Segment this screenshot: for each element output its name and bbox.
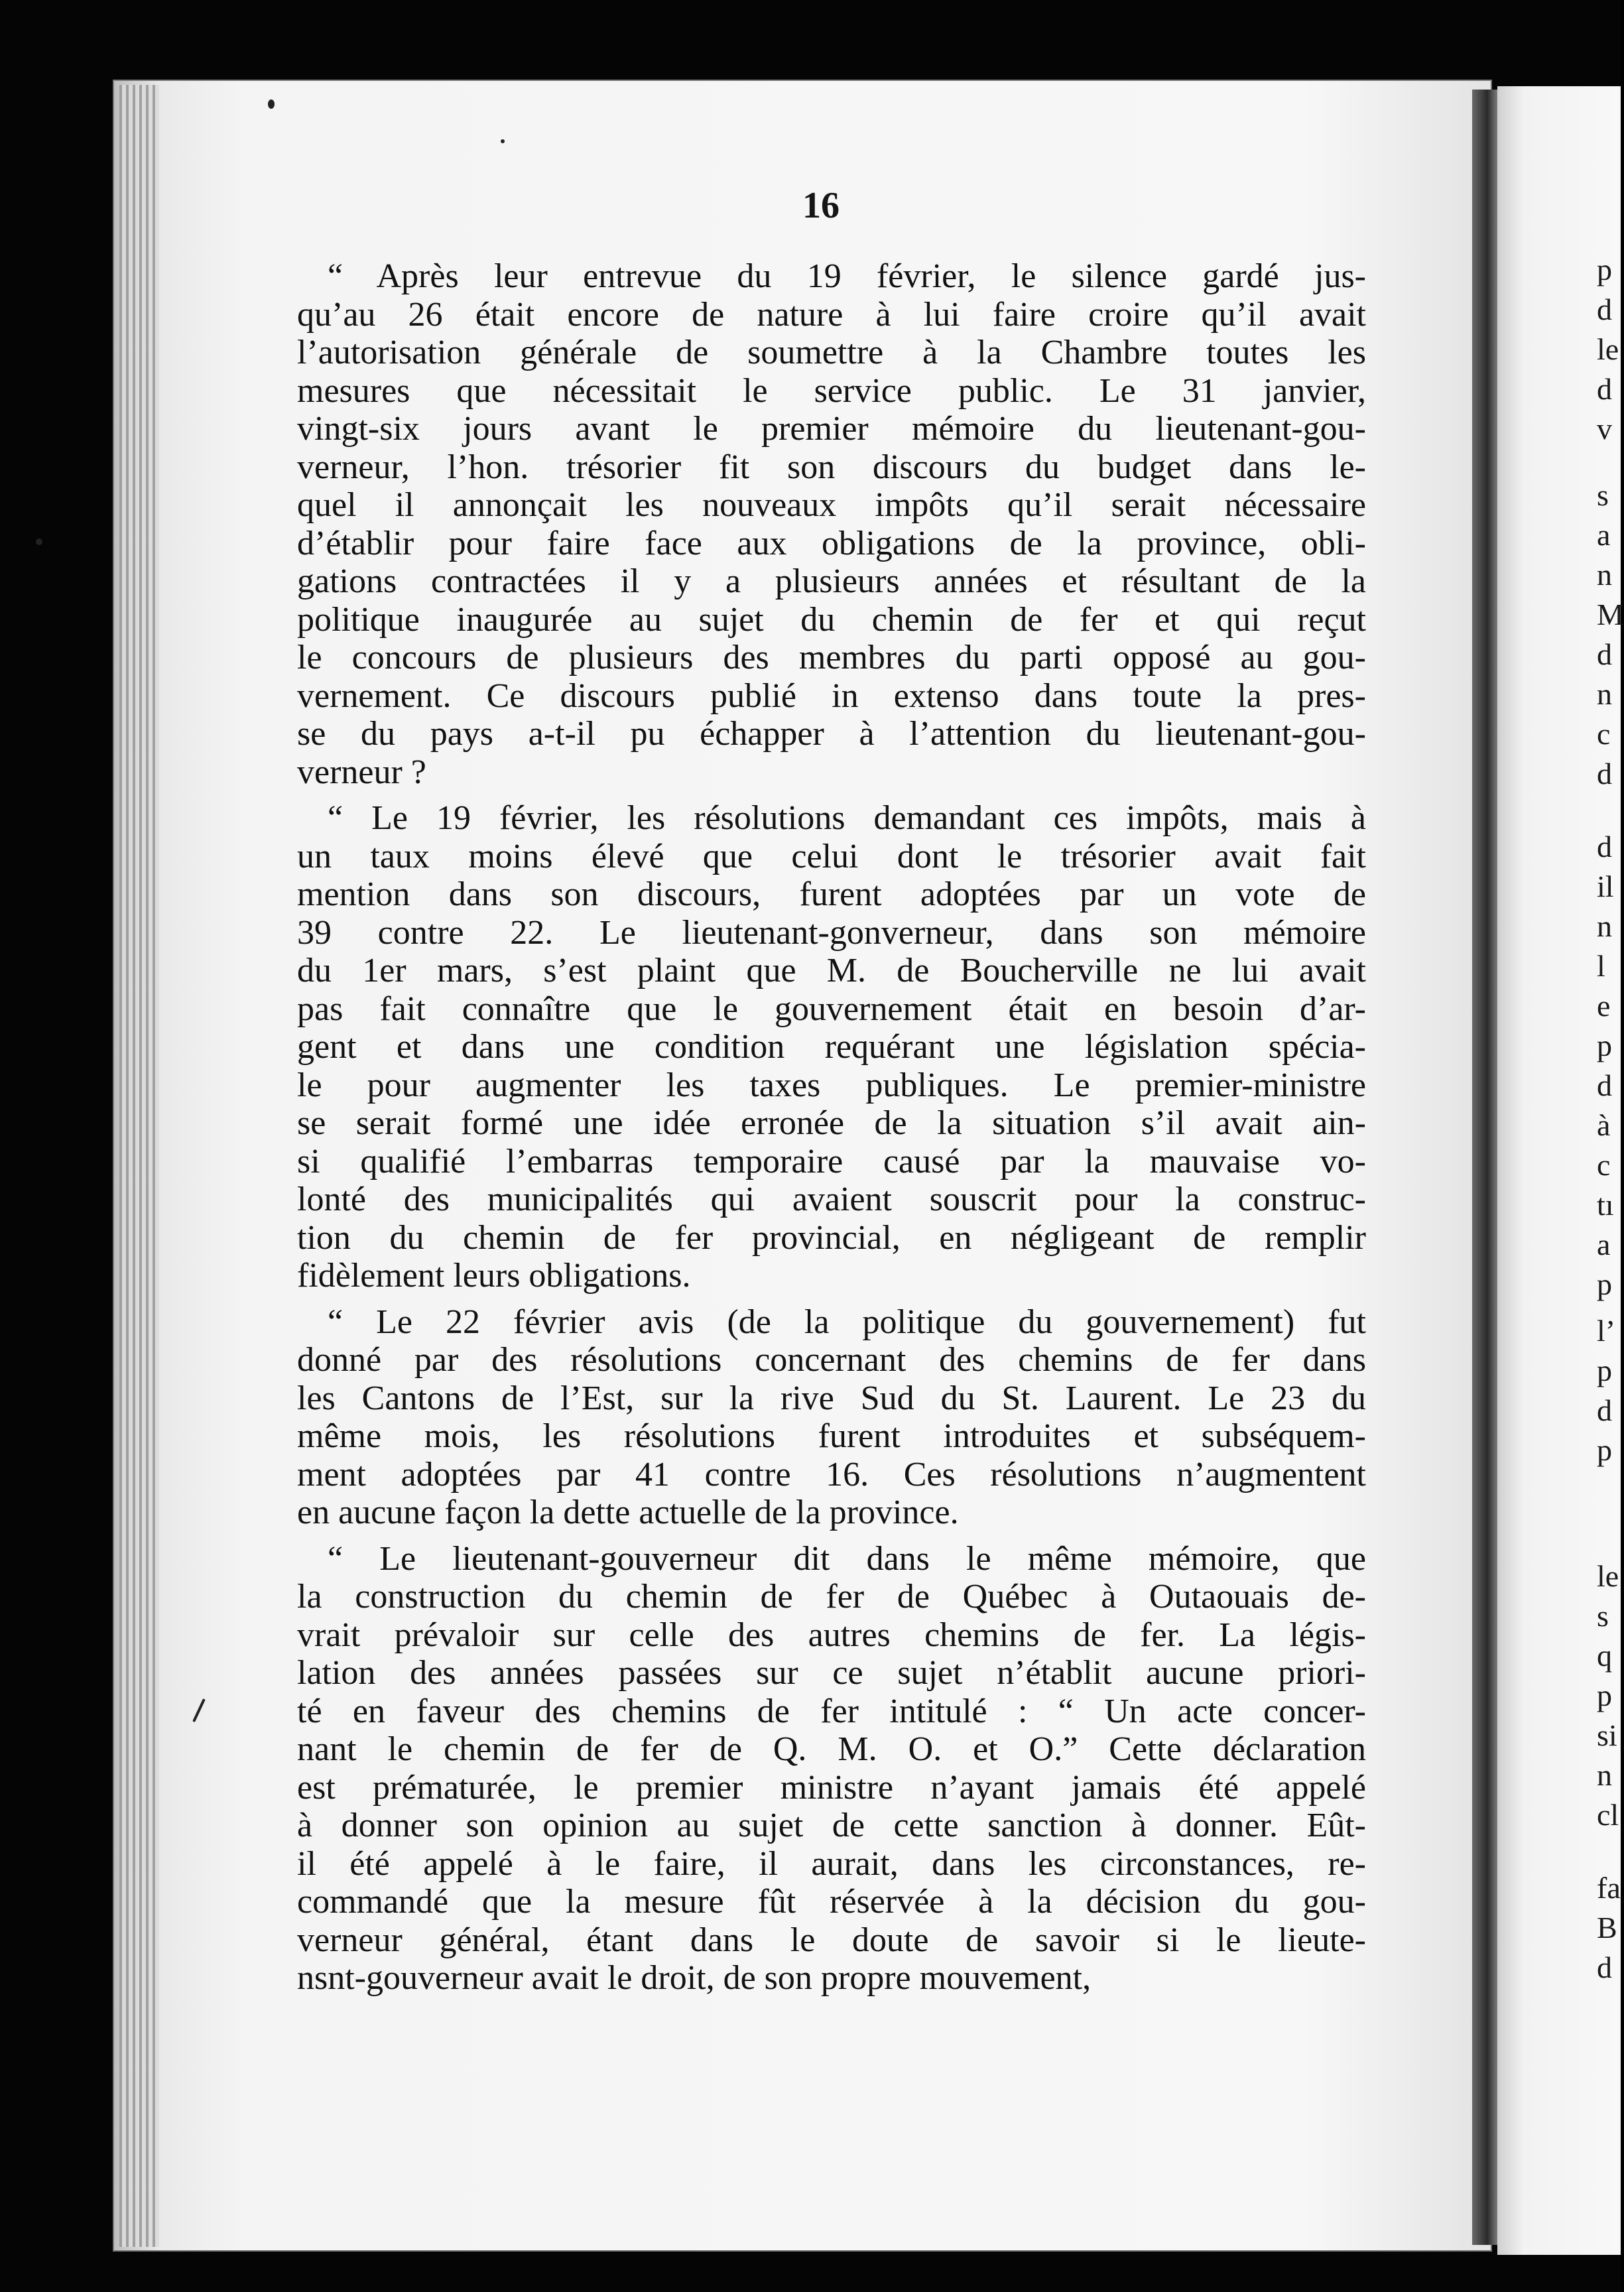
text-line: si qualifié l’embarras temporaire causé par la mauvaise vo-: [297, 1142, 1366, 1180]
text-line: commandé que la mesure fût réservée à la décision du gou-: [297, 1883, 1366, 1921]
adjacent-page-fragment: v: [1597, 412, 1612, 446]
text-line: “ Après leur entrevue du 19 février, le silence gardé jus-: [328, 257, 1366, 295]
text-line: vingt-six jours avant le premier mémoire du lieutenant-gou-: [297, 410, 1366, 448]
text-line: est prématurée, le premier ministre n’ayant jamais été appelé: [297, 1768, 1366, 1807]
text-line: verneur ?: [297, 753, 426, 791]
adjacent-page-fragment: le: [1597, 332, 1619, 366]
adjacent-page-fragment: e: [1597, 989, 1611, 1023]
adjacent-page-fragment: B: [1597, 1911, 1617, 1944]
text-line: donné par des résolutions concernant des chemins de fer dans: [297, 1341, 1366, 1379]
adjacent-page-fragment: p: [1597, 1679, 1612, 1712]
adjacent-page-fragment: M: [1597, 598, 1624, 631]
adjacent-page-fragment: d: [1597, 757, 1612, 791]
adjacent-page-fragment: si: [1597, 1718, 1617, 1752]
adjacent-page-fragment: p: [1597, 1267, 1612, 1301]
text-line: lonté des municipalités qui avaient souscrit pour la construc-: [297, 1180, 1366, 1218]
adjacent-page-fragment: p: [1597, 1354, 1612, 1387]
adjacent-page-fragment: d: [1597, 1393, 1612, 1427]
adjacent-page-fragment: il: [1597, 869, 1614, 903]
text-line: le pour augmenter les taxes publiques. Le premier-ministre: [297, 1066, 1366, 1104]
adjacent-page-fragment: le: [1597, 1559, 1619, 1593]
text-line: verneur, l’hon. trésorier fit son discours du budget dans le-: [297, 448, 1366, 486]
adjacent-page-fragment: d: [1597, 372, 1612, 406]
text-line: le concours de plusieurs des membres du parti opposé au gou-: [297, 639, 1366, 676]
adjacent-page-fragment: a: [1597, 518, 1611, 552]
text-line: d’établir pour faire face aux obligations de la province, obli-: [297, 524, 1366, 562]
text-line: un taux moins élevé que celui dont le trésorier avait fait: [297, 837, 1366, 875]
text-line: en aucune façon la dette actuelle de la province.: [297, 1494, 959, 1531]
adjacent-page-fragment: p: [1597, 1029, 1612, 1062]
text-line: mention dans son discours, furent adoptées par un vote de: [297, 875, 1366, 913]
text-line: pas fait connaître que le gouvernement était en besoin d’ar-: [297, 989, 1366, 1028]
text-line: nant le chemin de fer de Q. M. O. et O.” Cette déclaration: [297, 1730, 1366, 1768]
text-line: quel il annonçait les nouveaux impôts qu’il serait nécessaire: [297, 486, 1366, 524]
paragraph: [297, 257, 1366, 791]
page-edge-stack: [119, 85, 159, 2247]
ink-speck: [268, 99, 275, 109]
adjacent-page-fragment: d: [1597, 830, 1612, 863]
adjacent-page-fragment: s: [1597, 1599, 1609, 1633]
adjacent-page-fragment: q: [1597, 1639, 1612, 1673]
text-line: se du pays a-t-il pu échapper à l’attention du lieutenant-gou-: [297, 715, 1366, 753]
text-line: la construction du chemin de fer de Québec à Outaouais de-: [297, 1578, 1366, 1616]
text-line: lation des années passées sur ce sujet n’établit aucune priori-: [297, 1654, 1366, 1692]
text-line: “ Le 19 février, les résolutions demandant ces impôts, mais à: [328, 799, 1366, 837]
text-line: 39 contre 22. Le lieutenant-gonverneur, dans son mémoire: [297, 913, 1366, 952]
adjacent-page-fragment: n: [1597, 558, 1612, 592]
ink-speck: [501, 139, 505, 143]
text-line: ment adoptées par 41 contre 16. Ces résolutions n’augmentent: [297, 1455, 1366, 1494]
book-gutter: [1472, 90, 1497, 2245]
paragraph: [297, 799, 1366, 1295]
text-line: du 1er mars, s’est plaint que M. de Boucherville ne lui avait: [297, 952, 1366, 989]
adjacent-page-fragment: tı: [1597, 1188, 1614, 1222]
adjacent-page-fragment: l: [1597, 949, 1605, 983]
text-line: vrait prévaloir sur celle des autres chemins de fer. La légis-: [297, 1616, 1366, 1654]
text-line: tion du chemin de fer provincial, en négligeant de remplir: [297, 1218, 1366, 1257]
adjacent-page: [1497, 86, 1624, 2255]
text-line: verneur général, étant dans le doute de savoir si le lieute-: [297, 1921, 1366, 1959]
adjacent-page-fragment: c: [1597, 1148, 1611, 1182]
text-line: vernement. Ce discours publié in extenso dans toute la pres-: [297, 676, 1366, 715]
text-line: les Cantons de l’Est, sur la rive Sud du St. Laurent. Le 23 du: [297, 1379, 1366, 1417]
paragraph: [297, 1303, 1366, 1532]
adjacent-page-fragment: n: [1597, 909, 1612, 943]
text-line: gent et dans une condition requérant une législation spécia-: [297, 1028, 1366, 1066]
adjacent-page-fragment: à: [1597, 1108, 1611, 1142]
text-line: politique inaugurée au sujet du chemin de fer et qui reçut: [297, 600, 1366, 639]
text-line: se serait formé une idée erronée de la situation s’il avait ain-: [297, 1104, 1366, 1142]
page-number: 16: [802, 185, 840, 226]
adjacent-page-fragment: d: [1597, 637, 1612, 671]
adjacent-page-fragment: c: [1597, 717, 1611, 751]
text-line: nsnt-gouverneur avait le droit, de son propre mouvement,: [297, 1959, 1092, 1997]
text-line: l’autorisation générale de soumettre à la Chambre toutes les: [297, 334, 1366, 371]
text-line: té en faveur des chemins de fer intitulé : “ Un acte concer-: [297, 1692, 1366, 1730]
adjacent-page-fragment: p: [1597, 253, 1612, 286]
text-line: à donner son opinion au sujet de cette sanction à donner. Eût-: [297, 1807, 1366, 1844]
text-line: “ Le lieutenant-gouverneur dit dans le même mémoire, que: [328, 1539, 1366, 1578]
adjacent-page-fragment: n: [1597, 677, 1612, 711]
paragraph: [297, 1540, 1366, 1998]
text-line: gations contractées il y a plusieurs années et résultant de la: [297, 562, 1366, 600]
text-line: “ Le 22 février avis (de la politique du gouvernement) fut: [328, 1303, 1366, 1341]
text-line: fidèlement leurs obligations.: [297, 1257, 691, 1295]
adjacent-page-fragment: l’: [1597, 1314, 1616, 1348]
adjacent-page-fragment: s: [1597, 478, 1609, 512]
adjacent-page-fragment: a: [1597, 1228, 1611, 1261]
text-line: mesures que nécessitait le service public. Le 31 janvier,: [297, 371, 1366, 410]
text-line: qu’au 26 était encore de nature à lui faire croire qu’il avait: [297, 295, 1366, 334]
ink-speck: [36, 539, 42, 545]
adjacent-page-fragment: cl: [1597, 1798, 1619, 1832]
adjacent-page-fragment: d: [1597, 1950, 1612, 1984]
adjacent-page-fragment: d: [1597, 292, 1612, 326]
body-text: [297, 257, 1366, 1998]
adjacent-page-fragment: fa: [1597, 1871, 1621, 1905]
adjacent-page-fragment: p: [1597, 1433, 1612, 1467]
text-line: il été appelé à le faire, il aurait, dans les circonstances, re-: [297, 1844, 1366, 1883]
adjacent-page-fragment: n: [1597, 1758, 1612, 1792]
text-line: même mois, les résolutions furent introduites et subséquem-: [297, 1417, 1366, 1455]
adjacent-page-fragment: d: [1597, 1068, 1612, 1102]
